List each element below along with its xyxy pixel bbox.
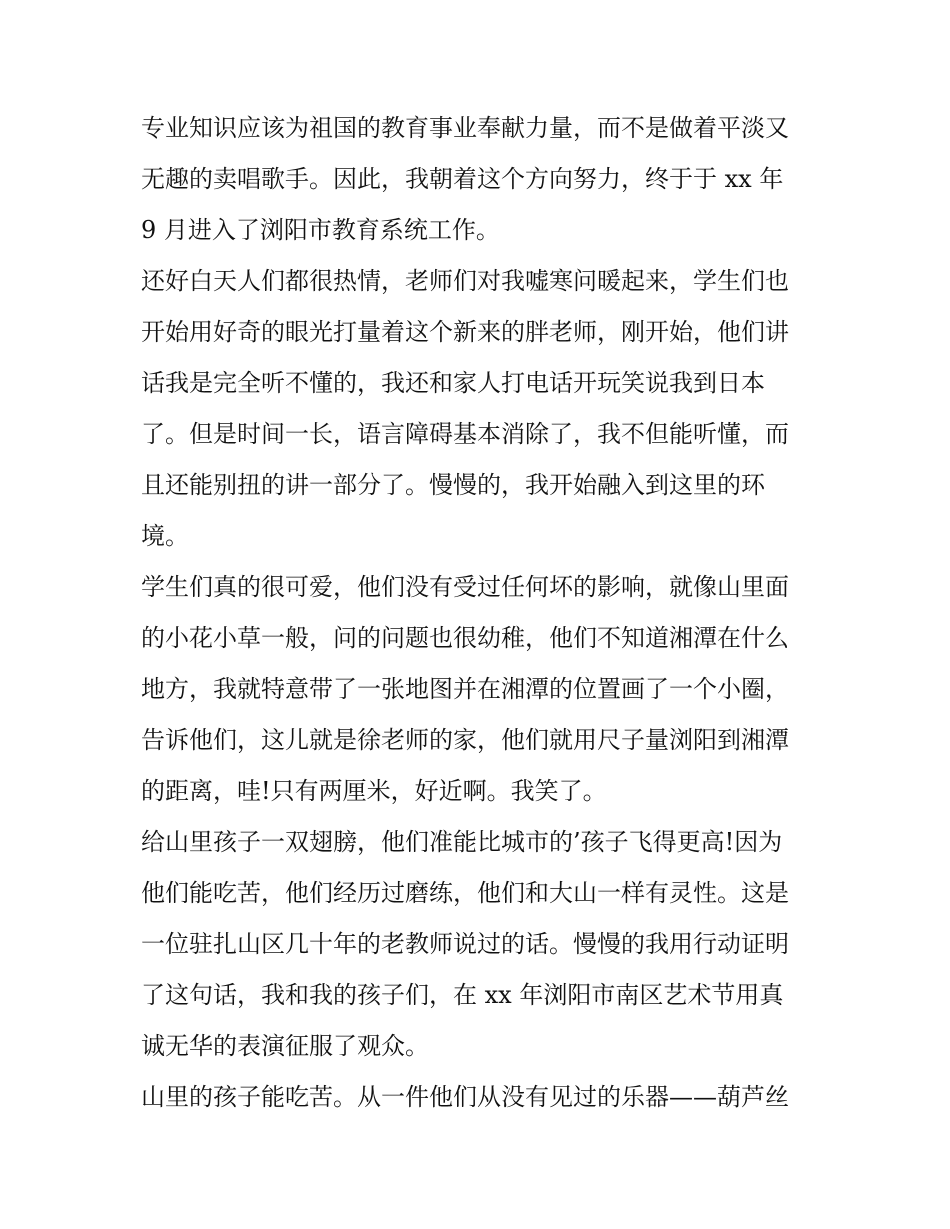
text-line: 给山里孩子一双翅膀，他们准能比城市的’孩子飞得更高!因为 — [141, 828, 783, 856]
text-line: 专业知识应该为祖国的教育事业奉献力量，而不是做着平淡又 — [141, 114, 789, 142]
text-line: 话我是完全听不懂的，我还和家人打电话开玩笑说我到日本 — [141, 369, 765, 397]
text-line: 开始用好奇的眼光打量着这个新来的胖老师，刚开始，他们讲 — [141, 318, 789, 346]
text-line: 一位驻扎山区几十年的老教师说过的话。慢慢的我用行动证明 — [141, 930, 789, 958]
text-line: 诚无华的表演征服了观众。 — [141, 1032, 429, 1060]
text-line: 学生们真的很可爱，他们没有受过任何坏的影响，就像山里面 — [141, 573, 789, 601]
text-line: 的小花小草一般，问的问题也很幼稚，他们不知道湘潭在什么 — [141, 624, 789, 652]
text-line: 了这句话，我和我的孩子们，在 xx 年浏阳市南区艺术节用真 — [141, 981, 784, 1009]
text-line: 且还能别扭的讲一部分了。慢慢的，我开始融入到这里的环 — [141, 471, 765, 499]
text-line: 无趣的卖唱歌手。因此，我朝着这个方向努力，终于于 xx 年 — [141, 165, 784, 193]
text-line: 的距离，哇!只有两厘米，好近啊。我笑了。 — [141, 777, 607, 805]
text-line: 他们能吃苦，他们经历过磨练，他们和大山一样有灵性。这是 — [141, 879, 789, 907]
text-line: 9 月进入了浏阳市教育系统工作。 — [141, 216, 500, 244]
text-line: 境。 — [141, 522, 189, 550]
document-body — [141, 103, 813, 1123]
text-line: 还好白天人们都很热情，老师们对我嘘寒问暖起来，学生们也 — [141, 267, 789, 295]
text-line: 了。但是时间一长，语言障碍基本消除了，我不但能听懂，而 — [141, 420, 789, 448]
text-line: 告诉他们，这儿就是徐老师的家，他们就用尺子量浏阳到湘潭 — [141, 726, 789, 754]
text-line: 山里的孩子能吃苦。从一件他们从没有见过的乐器——葫芦丝 — [141, 1083, 789, 1111]
text-line: 地方，我就特意带了一张地图并在湘潭的位置画了一个小圈， — [141, 675, 789, 703]
